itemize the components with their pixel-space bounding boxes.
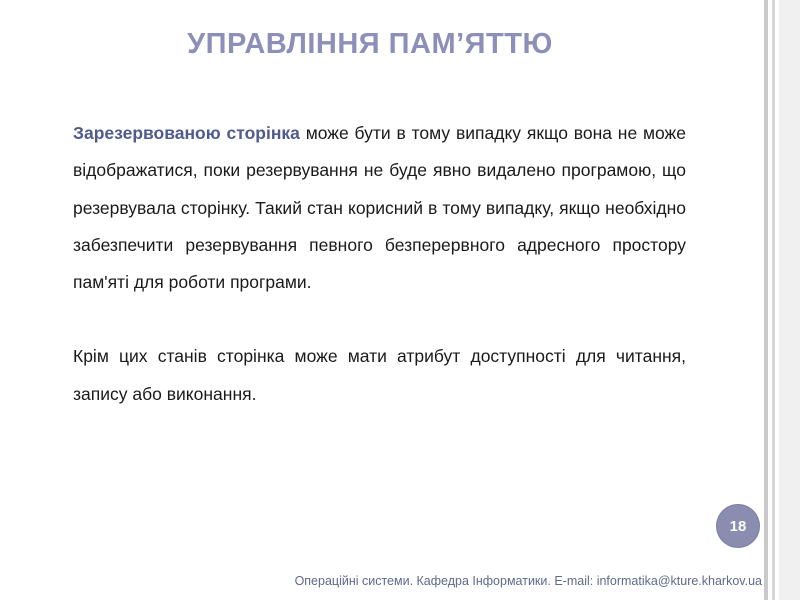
paragraph-2-text: Крім цих станів сторінка може мати атрибут доступності для читання, запису або виконання. [73, 346, 686, 404]
frame-border-line [772, 0, 775, 600]
slide-title: УПРАВЛІННЯ ПАМ’ЯТТЮ [187, 28, 553, 60]
page-number-badge: 18 [717, 505, 759, 547]
paragraph-2 [73, 338, 686, 413]
frame-border-line [764, 0, 768, 600]
highlighted-term: Зарезервованою сторінка [73, 123, 300, 143]
paragraph-1 [73, 115, 686, 301]
paragraph-1-text: може бути в тому випадку якщо вона не може відображатися, поки резервування не буде явно видалено програмою, що резервувала сторінку. Такий стан корисний в тому випадку, якщо необхідно забезпечити резервування певного безперервного адресного простору пам'яті для роботи програми. [73, 123, 686, 293]
slide-body [73, 115, 686, 413]
frame-border-strip [779, 0, 800, 600]
slide-footer: Операційні системи. Кафедра Інформатики. E-mail: informatika@kture.kharkov.ua [294, 574, 762, 588]
